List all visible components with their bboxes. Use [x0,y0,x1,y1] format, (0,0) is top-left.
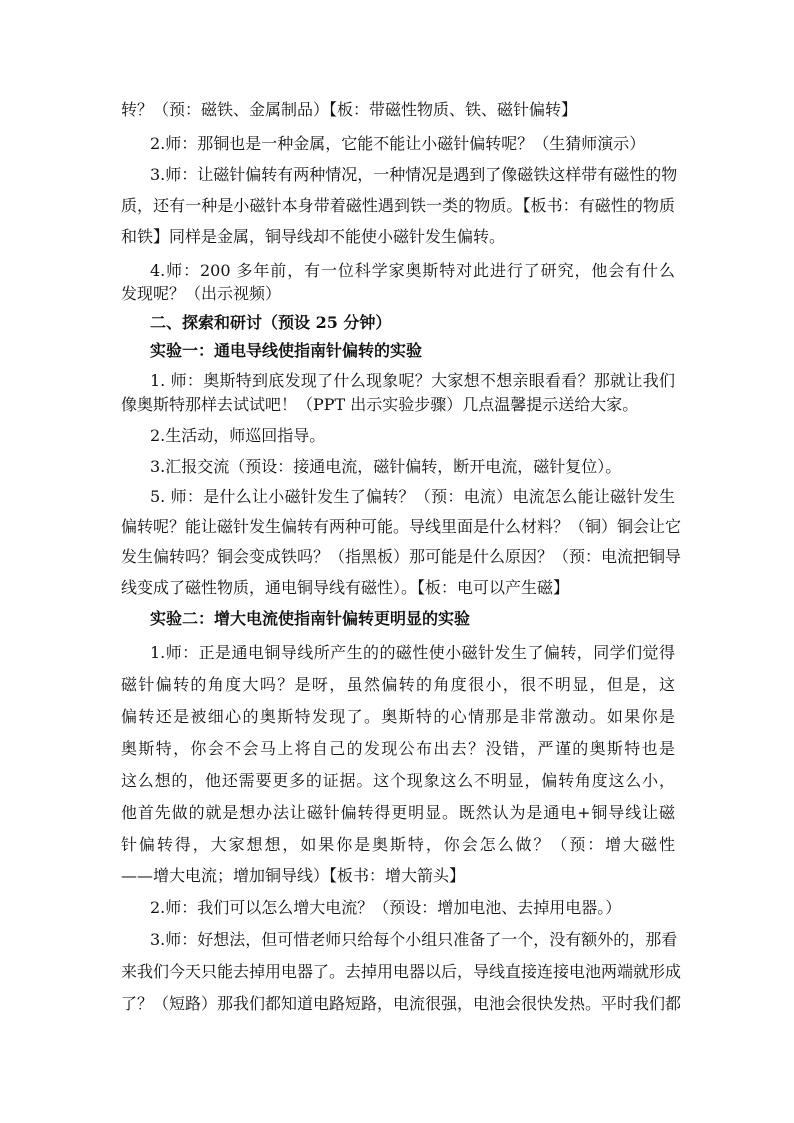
paragraph-line: 3.师：让磁针偏转有两种情况，一种情况是遇到了像磁铁这样带有磁性的物 [150,165,678,184]
paragraph-line: 质，还有一种是小磁针本身带着磁性遇到铁一类的物质。【板书：有磁性的物质 [121,196,675,215]
paragraph-line: 3.师：好想法，但可惜老师只给每个小组只准备了一个，没有额外的，那看 [150,930,678,949]
paragraph-line: 线变成了磁性物质，通电铜导线有磁性）。【板：电可以产生磁】 [121,578,570,597]
paragraph-line: 5. 师：是什么让小磁针发生了偏转？（预：电流）电流怎么能让磁针发生 [150,487,675,506]
paragraph-line: 针偏转得，大家想想，如果你是奥斯特，你会怎么做？（预：增大磁性 [121,835,675,854]
paragraph-line: 来我们今天只能去掉用电器了。去掉用电器以后，导线直接连接电池两端就形成 [121,962,682,981]
paragraph-line: 偏转呢？能让磁针发生偏转有两种可能。导线里面是什么材料？（铜）铜会让它 [121,517,682,536]
paragraph-line: 1.师：正是通电铜导线所产生的的磁性使小磁针发生了偏转，同学们觉得 [150,643,675,662]
paragraph-line: 2.师：那铜也是一种金属，它能不能让小磁针偏转呢？（生猜师演示） [150,134,646,153]
paragraph-line: 了？（短路）那我们都知道电路短路，电流很强，电池会很快发热。平时我们都 [121,994,682,1013]
paragraph-line: 像奥斯特那样去试试吧！（PPT 出示实验步骤）几点温馨提示送给大家。 [121,395,639,414]
paragraph-line: 3.汇报交流（预设：接通电流，磁针偏转，断开电流，磁针复位）。 [150,457,622,476]
subsection-heading: 实验一：通电导线使指南针偏转的实验 [150,341,423,360]
paragraph-line: 发生偏转吗？铜会变成铁吗？（指黑板）那可能是什么原因？（预：电流把铜导 [121,547,682,566]
paragraph-line: 磁针偏转的角度大吗？是呀，虽然偏转的角度很小，很不明显，但是，这 [121,675,675,694]
paragraph-line: 转？（预：磁铁、金属制品）【板：带磁性物质、铁、磁针偏转】 [121,100,578,119]
subsection-heading: 实验二：增大电流使指南针偏转更明显的实验 [150,609,471,628]
paragraph-line: ——增大电流；增加铜导线）【板书：增大箭头】 [121,866,466,885]
paragraph-line: 2.生活动，师巡回指导。 [150,426,326,445]
paragraph-line: 发现呢？（出示视频） [121,284,282,303]
paragraph-line: 1. 师：奥斯特到底发现了什么现象呢？大家想不想亲眼看看？那就让我们 [150,371,675,390]
paragraph-line: 这么想的，他还需要更多的证据。这个现象这么不明显，偏转角度这么小， [121,771,675,790]
paragraph-line: 和铁】同样是金属，铜导线却不能使小磁针发生偏转。 [121,227,506,246]
paragraph-line: 奥斯特，你会不会马上将自己的发现公布出去？没错，严谨的奥斯特也是 [121,739,675,758]
paragraph-line: 4.师：200 多年前，有一位科学家奥斯特对此进行了研究，他会有什么 [150,261,675,280]
paragraph-line: 他首先做的就是想办法让磁针偏转得更明显。既然认为是通电+铜导线让磁 [121,803,675,822]
paragraph-line: 2.师：我们可以怎么增大电流？（预设：增加电池、去掉用电器。） [150,898,622,917]
paragraph-line: 偏转还是被细心的奥斯特发现了。奥斯特的心情那是非常激动。如果你是 [121,707,675,726]
section-heading: 二、探索和研讨（预设 25 分钟） [150,313,392,332]
